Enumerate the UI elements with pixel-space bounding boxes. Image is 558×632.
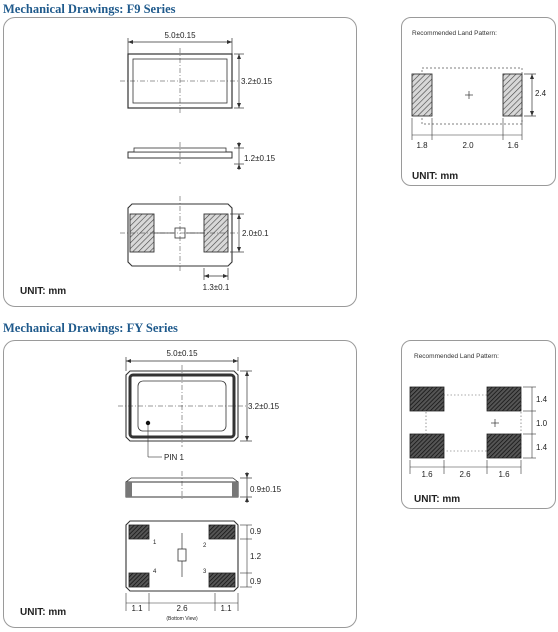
f9-side-view [128, 142, 244, 170]
fy-lp-right: 1.6 [498, 470, 510, 479]
f9-land-pattern-panel [401, 17, 556, 186]
fy-pin-4-number: 4 [153, 569, 157, 575]
f9-section-title: Mechanical Drawings: F9 Series [3, 2, 176, 16]
fy-bottom-dim-top: 0.9 [250, 527, 262, 536]
f9-land-pattern-drawing [402, 18, 557, 187]
fy-side-view [126, 471, 252, 503]
fy-pin1-dot [146, 421, 150, 425]
fy-length-label: 5.0±0.15 [166, 349, 198, 358]
fy-lp-mid: 1.0 [536, 419, 548, 428]
fy-lp-unit-label: UNIT: mm [414, 494, 461, 505]
f9-drawing [4, 18, 358, 308]
fy-bottom-dim-mid: 1.2 [250, 552, 262, 561]
fy-land-pattern-title: Recommended Land Pattern: [414, 353, 499, 360]
fy-land-pattern-drawing [402, 341, 557, 510]
fy-unit-label: UNIT: mm [20, 607, 67, 618]
f9-lp-right: 1.6 [507, 141, 519, 150]
f9-length-label: 5.0±0.15 [164, 31, 196, 40]
f9-lp-left: 1.8 [416, 141, 428, 150]
fy-bottom-dim-bot: 0.9 [250, 577, 262, 586]
fy-lp-top: 1.4 [536, 395, 548, 404]
fy-pin1-label: PIN 1 [164, 453, 185, 462]
fy-top-view [118, 357, 252, 457]
fy-height-label: 0.9±0.15 [250, 485, 282, 494]
fy-pin-1-number: 1 [153, 540, 157, 546]
f9-top-view [120, 38, 244, 114]
f9-unit-label: UNIT: mm [20, 286, 67, 297]
fy-lp-middle: 2.6 [459, 470, 471, 479]
f9-lp-middle: 2.0 [462, 141, 474, 150]
fy-bottom-dim-right: 1.1 [220, 604, 232, 613]
fy-bottom-dim-left: 1.1 [131, 604, 143, 613]
f9-width-label: 3.2±0.15 [241, 77, 273, 86]
fy-drawing [4, 341, 358, 629]
f9-pad-width-label: 1.3±0.1 [202, 283, 230, 292]
f9-drawing-panel [3, 17, 357, 307]
fy-drawing-panel [3, 340, 357, 628]
fy-lp-left: 1.6 [421, 470, 433, 479]
f9-height-label: 1.2±0.15 [244, 154, 276, 163]
f9-pad-gap-label: 2.0±0.1 [242, 229, 269, 238]
fy-bottom-dim-middle: 2.6 [176, 604, 188, 613]
f9-bottom-view [120, 196, 244, 280]
f9-lp-unit-label: UNIT: mm [412, 171, 459, 182]
f9-lp-pad-height: 2.4 [535, 89, 547, 98]
fy-pin-3-number: 3 [203, 569, 207, 575]
fy-land-pattern-panel [401, 340, 556, 509]
fy-pin-2-number: 2 [203, 543, 207, 549]
fy-lp-bot: 1.4 [536, 443, 548, 452]
fy-bottom-view [126, 521, 252, 611]
fy-width-label: 3.2±0.15 [248, 402, 280, 411]
f9-land-pattern-title: Recommended Land Pattern: [412, 30, 497, 37]
fy-bottom-view-caption: (Bottom View) [166, 616, 198, 622]
fy-section-title: Mechanical Drawings: FY Series [3, 321, 178, 335]
